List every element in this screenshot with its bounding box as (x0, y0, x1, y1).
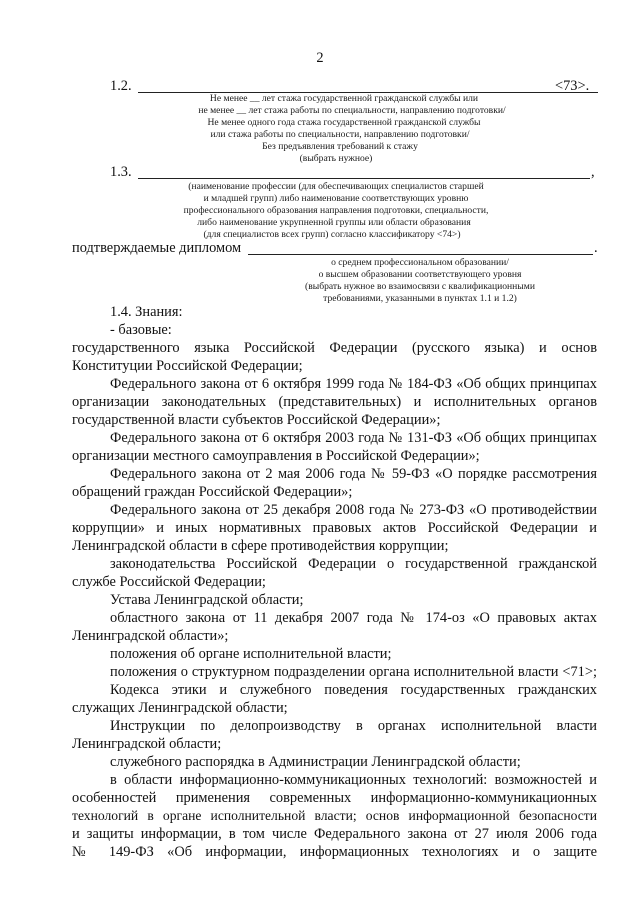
knowledge-line: организации законодательных (представительных) и исполнительных органов (72, 394, 597, 410)
section-1-4-subheading: - базовые: (110, 322, 172, 338)
knowledge-line: Инструкции по делопроизводству в органах исполнительной власти (110, 718, 597, 734)
diploma-hint: о среднем профессиональном образовании/ (331, 257, 509, 268)
item-1-3-hint: и младшей групп) либо наименование соответствующих уровню (203, 193, 469, 204)
knowledge-line: служащих Ленинградской области; (72, 700, 288, 716)
item-1-2-hint: или стажа работы по специальности, направлению подготовки/ (210, 129, 470, 140)
item-1-2-label: 1.2. (110, 78, 132, 94)
knowledge-line: Федерального закона от 6 октября 2003 года № 131-ФЗ «Об общих принципах (110, 430, 597, 446)
diploma-label: подтверждаемые дипломом (72, 240, 242, 256)
knowledge-line: особенностей применения современных информационно-коммуникационных (72, 790, 597, 806)
knowledge-line: служебного распорядка в Администрации Ленинградской области; (110, 754, 521, 770)
item-1-3-hint: (наименование профессии (для обеспечивающих специалистов старшей (188, 181, 484, 192)
item-1-3-suffix: , (591, 164, 595, 180)
item-1-2-hint: Не менее одного года стажа государственной гражданской службы (207, 117, 481, 128)
item-1-2-hint: Не менее __ лет стажа государственной гражданской службы или (209, 93, 479, 104)
diploma-suffix: . (594, 240, 598, 256)
item-1-2-suffix: <73>. (555, 78, 590, 94)
item-1-3-hint: (для специалистов всех групп) согласно классификатору <74>) (203, 229, 461, 240)
knowledge-line: положения о структурном подразделении органа исполнительной власти <71>; (110, 664, 597, 680)
knowledge-line: государственной власти субъектов Российской Федерации»; (72, 412, 441, 428)
knowledge-line: службе Российской Федерации; (72, 574, 266, 590)
knowledge-line: Федерального закона от 6 октября 1999 года № 184-ФЗ «Об общих принципах (110, 376, 597, 392)
item-1-3-hint: профессионального образования направления подготовки, специальности, (183, 205, 489, 216)
item-1-3-hint: либо наименование укрупненной группы или области образования (197, 217, 471, 228)
knowledge-line: Кодекса этики и служебного поведения государственных гражданских (110, 682, 597, 698)
knowledge-line: № 149-ФЗ «Об информации, информационных технологиях и о защите (72, 844, 597, 860)
section-1-4-heading: 1.4. Знания: (110, 304, 183, 320)
knowledge-line: организации местного самоуправления в Российской Федерации»; (72, 448, 480, 464)
knowledge-line: Федерального закона от 2 мая 2006 года № 59-ФЗ «О порядке рассмотрения (110, 466, 597, 482)
item-1-3-blank-line (138, 178, 590, 179)
knowledge-line: положения об органе исполнительной власти; (110, 646, 392, 662)
knowledge-line: Ленинградской области; (72, 736, 222, 752)
item-1-3-label: 1.3. (110, 164, 132, 180)
diploma-hint: требованиями, указанными в пунктах 1.1 и 1.2) (323, 293, 517, 304)
knowledge-line: Ленинградской области в сфере противодействия коррупции; (72, 538, 449, 554)
knowledge-line: и защиты информации, в том числе Федерального закона от 27 июля 2006 года (72, 826, 597, 842)
knowledge-line: в области информационно-коммуникационных технологий: возможностей и (110, 772, 597, 788)
knowledge-line: Ленинградской области»; (72, 628, 229, 644)
knowledge-line: обращений граждан Российской Федерации»; (72, 484, 353, 500)
knowledge-line: Конституции Российской Федерации; (72, 358, 303, 374)
knowledge-line: государственного языка Российской Федерации (русского языка) и основ (72, 340, 597, 356)
knowledge-line: Устава Ленинградской области; (110, 592, 304, 608)
diploma-hint: о высшем образовании соответствующего уровня (318, 269, 522, 280)
knowledge-line: Федерального закона от 25 декабря 2008 года № 273-ФЗ «О противодействии (110, 502, 597, 518)
page-number: 2 (316, 50, 324, 66)
knowledge-line: коррупции» и иных нормативных правовых актов Российской Федерации и (72, 520, 597, 536)
knowledge-line: технологий в органе исполнительной власти; основ информационной безопасности (72, 808, 597, 823)
item-1-2-hint: (выбрать нужное) (299, 153, 373, 164)
item-1-2-hint: не менее __ лет стажа работы по специальности, направлению подготовки/ (198, 105, 506, 116)
diploma-hint: (выбрать нужное во взаимосвязи с квалификационными (305, 281, 535, 292)
knowledge-line: областного закона от 11 декабря 2007 года № 174-оз «О правовых актах (110, 610, 597, 626)
knowledge-line: законодательства Российской Федерации о государственной гражданской (110, 556, 597, 572)
item-1-2-hint: Без предъявления требований к стажу (262, 141, 418, 152)
diploma-blank-line (248, 254, 593, 255)
